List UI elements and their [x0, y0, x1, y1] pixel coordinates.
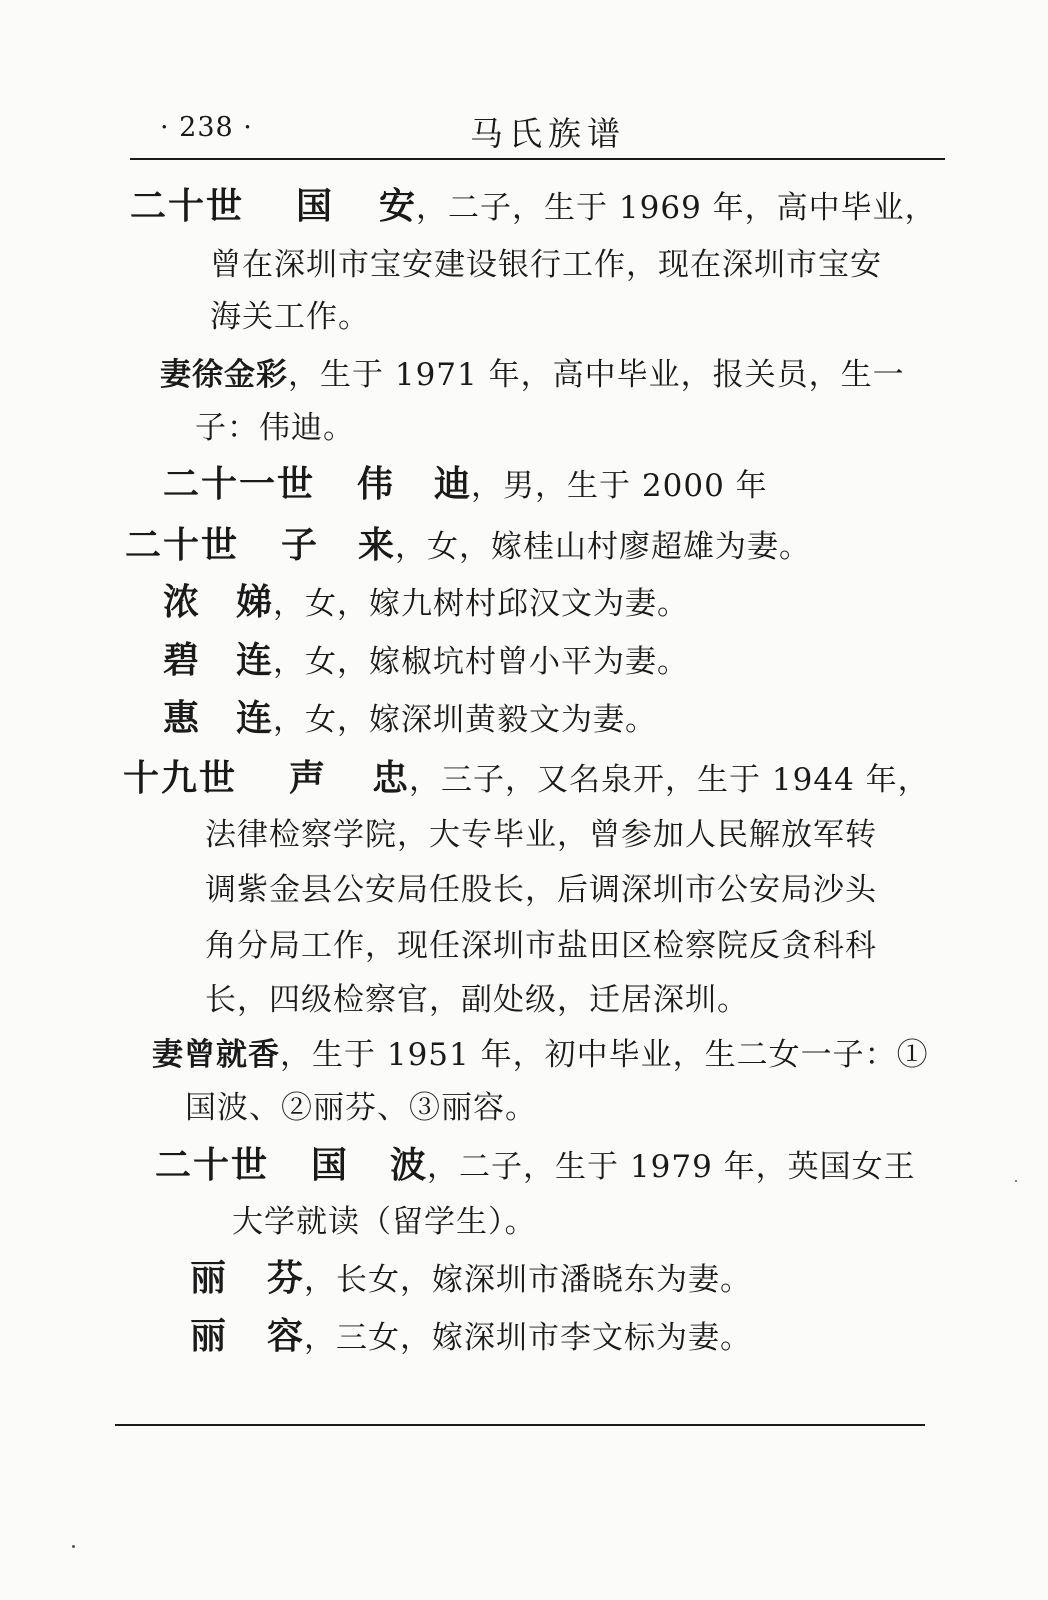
entry-line [125, 525, 811, 567]
entry-line: 大学就读（留学生）。 [232, 1204, 537, 1240]
entry-line [190, 1316, 752, 1358]
person-name-char: 容 [267, 1315, 305, 1357]
person-name-char: 伟 [357, 463, 395, 505]
entry-text: ，三子，又名泉开，生于 1944 年， [409, 762, 930, 798]
person-name-char: 来 [358, 524, 396, 566]
person-name-char: 碧 [163, 639, 201, 681]
entry-line: 调紫金县公安局任股长，后调深圳市公安局沙头 [205, 872, 877, 908]
person-name-char: 国 [311, 1144, 349, 1186]
entry-line [155, 1145, 916, 1187]
person-name-char: 波 [390, 1144, 428, 1186]
entry-text: ，二子，生于 1979 年，英国女王 [427, 1149, 916, 1185]
entry-line [163, 582, 689, 624]
entry-line [163, 464, 768, 506]
person-name-char: 芬 [267, 1257, 305, 1299]
book-title: 马氏族谱 [470, 114, 626, 153]
scan-speck [1015, 1180, 1017, 1182]
entry-text: ，三女，嫁深圳市李文标为妻。 [304, 1320, 753, 1356]
entry-text: ，女，嫁桂山村廖超雄为妻。 [395, 529, 812, 565]
person-name-char: 安 [379, 185, 417, 227]
person-name-char: 浓 [163, 581, 201, 623]
entry-text: ，生于 1971 年，高中毕业，报关员，生一 [288, 357, 905, 393]
generation-label: 二十世 [125, 524, 240, 566]
entry-text: ，女，嫁深圳黄毅文为妻。 [273, 702, 658, 738]
entry-line [160, 355, 905, 395]
person-name-char: 连 [236, 639, 274, 681]
entry-text: ，二子，生于 1969 年，高中毕业， [416, 190, 937, 226]
page-number: · 238 · [160, 112, 253, 143]
entry-line [152, 1035, 929, 1075]
header-rule [130, 158, 945, 160]
spouse-name: 妻徐金彩 [160, 357, 288, 393]
entry-line [123, 758, 930, 800]
generation-label: 二十世 [155, 1144, 270, 1186]
person-name-char: 丽 [190, 1315, 228, 1357]
scan-speck [72, 1545, 75, 1548]
entry-line: 海关工作。 [210, 299, 370, 335]
person-name-char: 迪 [434, 463, 472, 505]
entry-text: ，女，嫁九树村邱汉文为妻。 [273, 586, 690, 622]
entry-line [163, 640, 689, 682]
entry-line [163, 698, 657, 740]
person-name-char: 惠 [163, 697, 201, 739]
spouse-name: 妻曾就香 [152, 1037, 280, 1073]
entry-line: 子：伟迪。 [195, 410, 355, 446]
person-name-char: 娣 [236, 581, 274, 623]
footer-rule [115, 1424, 925, 1426]
entry-text: ，女，嫁椒坑村曾小平为妻。 [273, 644, 690, 680]
entry-text: ，生于 1951 年，初中毕业，生二女一子：① [280, 1037, 929, 1073]
entry-line: 国波、②丽芬、③丽容。 [185, 1090, 537, 1126]
entry-line: 曾在深圳市宝安建设银行工作，现在深圳市宝安 [210, 247, 882, 283]
person-name-char: 丽 [190, 1257, 228, 1299]
person-name-char: 连 [236, 697, 274, 739]
entry-line [190, 1258, 752, 1300]
entry-line: 长，四级检察官，副处级，迁居深圳。 [205, 982, 749, 1018]
entry-line: 法律检察学院，大专毕业，曾参加人民解放军转 [205, 817, 877, 853]
person-name-char: 声 [289, 757, 327, 799]
entry-text: ，长女，嫁深圳市潘晓东为妻。 [304, 1262, 753, 1298]
person-name-char: 忠 [372, 757, 410, 799]
entry-line: 角分局工作，现任深圳市盐田区检察院反贪科科 [205, 928, 877, 964]
page-header [130, 108, 945, 156]
generation-label: 二十一世 [163, 463, 316, 505]
person-name-char: 国 [296, 185, 334, 227]
person-name-char: 子 [281, 524, 319, 566]
entry-line [130, 186, 937, 228]
generation-label: 二十世 [130, 185, 245, 227]
generation-label: 十九世 [123, 757, 238, 799]
entry-text: ，男，生于 2000 年 [471, 468, 768, 504]
